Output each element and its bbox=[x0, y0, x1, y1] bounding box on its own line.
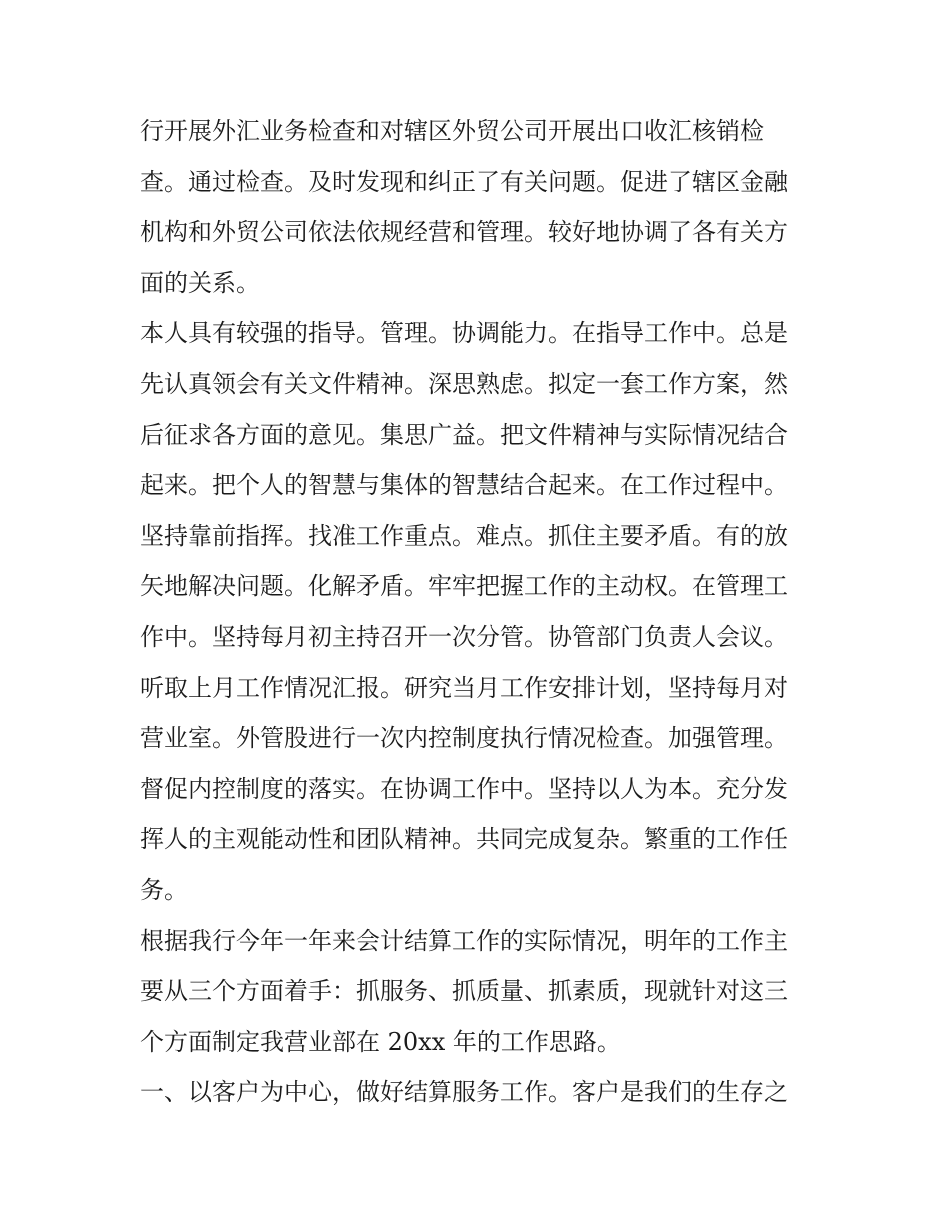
text-line: 要从三个方面着手：抓服务、抓质量、抓素质，现就针对这三 bbox=[140, 977, 788, 1006]
paragraph-1 bbox=[140, 106, 820, 308]
paragraph-3 bbox=[140, 916, 820, 1068]
text-line: 挥人的主观能动性和团队精神。共同完成复杂。繁重的工作任 bbox=[140, 825, 788, 854]
text-line: 根据我行今年一年来会计结算工作的实际情况，明年的工作主 bbox=[140, 926, 788, 955]
text-line: 后征求各方面的意见。集思广益。把文件精神与实际情况结合 bbox=[140, 420, 788, 449]
text-line: 本人具有较强的指导。管理。协调能力。在指导工作中。总是 bbox=[140, 319, 788, 348]
text-line: 面的关系。 bbox=[140, 268, 260, 297]
text-line: 坚持靠前指挥。找准工作重点。难点。抓住主要矛盾。有的放 bbox=[140, 521, 788, 550]
text-line: 营业室。外管股进行一次内控制度执行情况检查。加强管理。 bbox=[140, 724, 788, 753]
paragraph-2 bbox=[140, 308, 820, 915]
text-line: 机构和外贸公司依法依规经营和管理。较好地协调了各有关方 bbox=[140, 218, 788, 247]
text-line: 查。通过检查。及时发现和纠正了有关问题。促进了辖区金融 bbox=[140, 167, 788, 196]
text-line: 行开展外汇业务检查和对辖区外贸公司开展出口收汇核销检 bbox=[140, 117, 764, 145]
text-line: 起来。把个人的智慧与集体的智慧结合起来。在工作过程中。 bbox=[140, 471, 788, 500]
text-line: 一、以客户为中心，做好结算服务工作。客户是我们的生存之 bbox=[140, 1078, 788, 1107]
text-line: 作中。坚持每月初主持召开一次分管。协管部门负责人会议。 bbox=[140, 622, 788, 651]
text-line: 先认真领会有关文件精神。深思熟虑。拟定一套工作方案，然 bbox=[140, 369, 788, 398]
text-line: 矢地解决问题。化解矛盾。牢牢把握工作的主动权。在管理工 bbox=[140, 572, 788, 601]
paragraph-4 bbox=[140, 1067, 820, 1118]
text-line: 个方面制定我营业部在 20xx 年的工作思路。 bbox=[140, 1027, 621, 1056]
text-line: 督促内控制度的落实。在协调工作中。坚持以人为本。充分发 bbox=[140, 774, 788, 803]
text-line: 务。 bbox=[140, 875, 188, 904]
document-body bbox=[140, 106, 820, 1118]
text-line: 听取上月工作情况汇报。研究当月工作安排计划，坚持每月对 bbox=[140, 673, 788, 702]
